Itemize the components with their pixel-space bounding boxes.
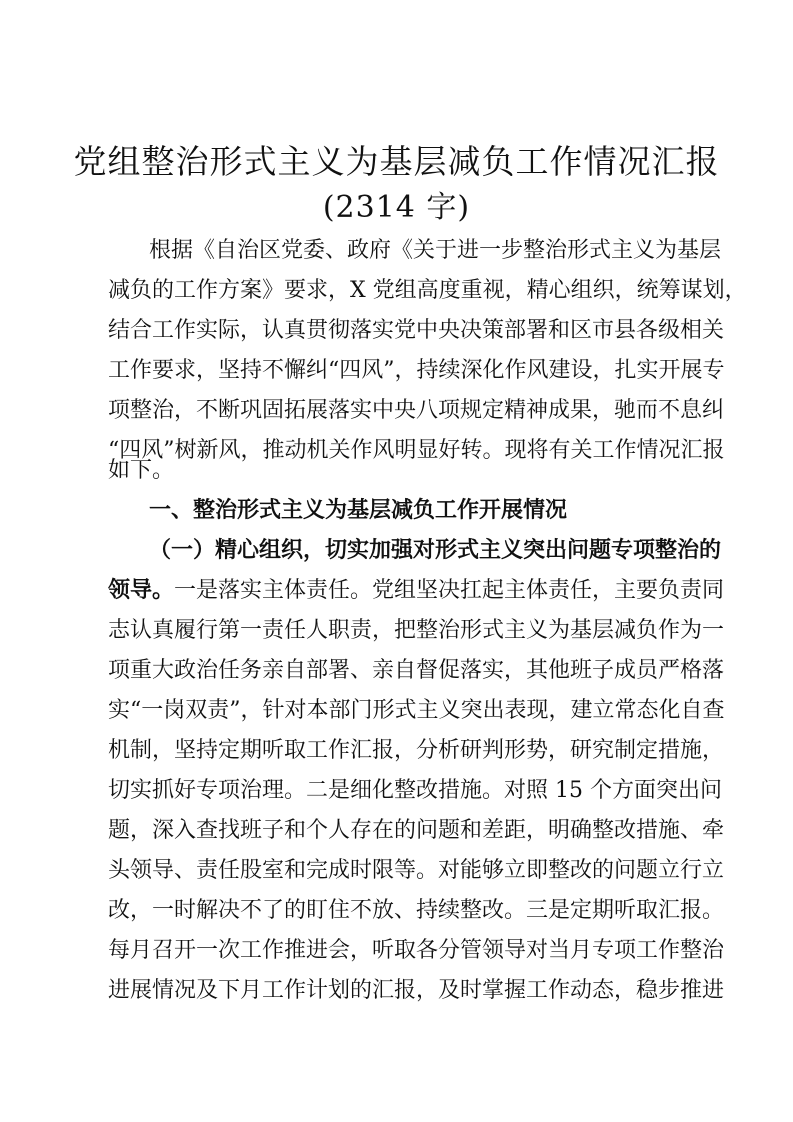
intro-line: 项整治，不断巩固拓展落实中央八项规定精神成果，驰而不息纠: [108, 398, 725, 423]
body-line: 改，一时解决不了的盯住不放、持续整改。三是定期听取汇报。: [108, 898, 725, 923]
body-line: 机制，坚持定期听取工作汇报，分析研判形势，研究制定措施，: [108, 738, 725, 763]
body-line: 志认真履行第一责任人职责，把整治形式主义为基层减负作为一: [108, 618, 725, 643]
intro-line: 结合工作实际，认真贯彻落实党中央决策部署和区市县各级相关: [108, 318, 725, 343]
body-line: 实“一岗双责”，针对本部门形式主义突出表现，建立常态化自查: [108, 698, 725, 723]
document-title: 党组整治形式主义为基层减负工作情况汇报: [73, 142, 720, 181]
body-line: 切实抓好专项治理。二是细化整改措施。对照 15 个方面突出问: [108, 778, 722, 803]
intro-line: 工作要求，坚持不懈纠“四风”，持续深化作风建设，扎实开展专: [108, 358, 725, 383]
intro-line: “四风”树新风，推动机关作风明显好转。现将有关工作情况汇报: [108, 438, 725, 463]
subsection-heading: [149, 534, 722, 567]
intro-line: 根据《自治区党委、政府《关于进一步整治形式主义为基层: [149, 238, 722, 263]
body-line: 头领导、责任股室和完成时限等。对能够立即整改的问题立行立: [108, 858, 725, 883]
intro-line: 减负的工作方案》要求，X 党组高度重视，精心组织，统筹谋划，: [108, 278, 747, 303]
body-text: 一是落实主体责任。党组坚决扛起主体责任，主要负责同: [174, 578, 725, 603]
body-line: 每月召开一次工作推进会，听取各分管领导对当月专项工作整治: [108, 938, 725, 963]
document-word-count: (2314 字): [322, 190, 471, 225]
body-line: 项重大政治任务亲自部署、亲自督促落实，其他班子成员严格落: [108, 658, 725, 683]
body-line: 进展情况及下月工作计划的汇报，及时掌握工作动态，稳步推进: [108, 978, 725, 1003]
body-line: 题，深入查找班子和个人存在的问题和差距，明确整改措施、牵: [108, 818, 725, 843]
body-line: [108, 574, 725, 607]
section-heading: 一、整治形式主义为基层减负工作开展情况: [149, 498, 568, 523]
subsection-heading-text: （一）精心组织，切实加强对形式主义突出问题专项整治的: [149, 538, 722, 563]
subsection-heading-end: 领导。: [108, 578, 175, 603]
intro-line: 如下。: [108, 458, 175, 483]
